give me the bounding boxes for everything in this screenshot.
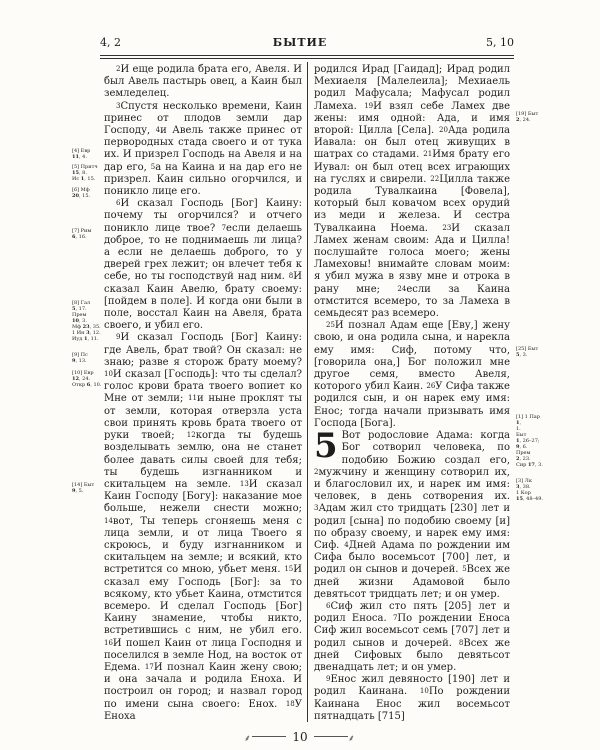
left-column (104, 64, 302, 723)
cross-reference: [7] Рим 6, 16. (72, 228, 92, 240)
cross-reference: [6] Мф 20, 15. (72, 187, 91, 199)
column-divider (307, 62, 308, 722)
page-number: 10 (292, 730, 308, 744)
chapter-number-drop-cap: 5 (314, 426, 338, 467)
verse-paragraph: $^6$И сказал Господь [Бог] Каину: почему ты огорчился? и отчего поникло лице твое? $^7$если делаешь доброе, то не поднимаешь ли лица? а если не делаешь доброго, то у дверей грех лежит; он влечет тебя к себе, но ты господствуй над ним. $^8$И сказал Каин Авелю, брату своему: [пойдем в поле]. И когда они были в поле, восстал Каин на Авеля, брата своего, и убил его. (104, 198, 302, 332)
header-chapter-end: 5, 10 (486, 36, 514, 49)
cross-reference: [3] Лк 3, 38. 1 Кор 15, 48–49. (516, 478, 543, 502)
cross-reference: [10] Евр 12, 24. Откр 6, 10. (72, 370, 102, 388)
verse-paragraph: $^3$Спустя несколько времени, Каин принес от плодов земли дар Господу, $^4$и Авель также принес от первородных стада своего и от тука их. И призрел Господь на Авеля и на дар его, $^5$а на Каина и на дар его не призрел. Каин сильно огорчился, и поникло лице его. (104, 100, 302, 198)
book-title: БЫТИЕ (272, 36, 328, 49)
verse-paragraph: родился Ирад [Гаидад]; Ирад родил Мехиаеля [Малелеила]; Мехиаель родил Мафусала; Мафусал родил Ламеха. $^{19}$И взял себе Ламех две жены: имя одной: Ада, и имя второй: Цилла [Села]. $^{20}$Ада родила Иавала: он был отец живущих в шатрах со стадами. $^{21}$Имя брату его Иувал: он был отец всех играющих на гуслях и свирели. $^{22}$Цилла также родила Тувалкаина [Фовела], который был ковачом всех орудий из меди и железа. И сестра Тувалкаина Ноема. $^{23}$И сказал Ламех женам своим: Ада и Цилла! послушайте голоса моего; жены Ламеховы! внимайте словам моим: я убил мужа в язву мне и отрока в рану мне; $^{24}$если за Каина отмстится всемеро, то за Ламеха в семьдесят раз всемеро. (314, 64, 511, 320)
chapter-5-paragraph: $^6$Сиф жил сто пять [205] лет и родил Еноса. $^7$По рождении Еноса Сиф жил восемьсот семь [707] лет и родил сынов и дочерей. $^8$Всех же дней Сифовых было девятьсот двенадцать лет; и он умер. (314, 600, 510, 673)
cross-reference: [4] Евр 11, 4. (72, 148, 91, 160)
cross-reference: [9] Пс 9, 13. (72, 352, 88, 364)
running-header (0, 36, 600, 52)
footer-ornament-right (314, 736, 348, 737)
cross-reference: [19] Быт 2, 24. (516, 111, 539, 123)
header-rule-2 (100, 58, 514, 59)
verse-paragraph: $^2$И еще родила брата его, Авеля. И был Авель пастырь овец, а Каин был земледелец. (104, 64, 302, 100)
cross-reference: [14] Быт 9, 5. (72, 482, 95, 494)
header-chapter-start: 4, 2 (100, 36, 121, 49)
chapter-5-opening: 5 Вот родословие Адама: когда Бог сотворил человека, по подобию Божию создал его, $^2$мужчину и женщину сотворил их, и благословил их, и нарек им имя: человек, в день сотворения их. $^3$Адам жил сто тридцать [230] лет и родил [сына] по подобию своему [и] по образу своему, и нарек ему имя: Сиф. $^4$Дней Адама по рождении им Сифа было восемьсот [700] лет, и родил он сынов и дочерей. $^5$Всех же дней жизни Адамовой было девятьсот тридцать лет; и он умер. (314, 426, 510, 600)
ornament-curl-left: ⸙ (244, 734, 251, 744)
right-column-continued-text (314, 64, 510, 430)
header-rule (100, 55, 514, 56)
cross-reference: [25] Быт 5, 3. (516, 346, 539, 358)
verse-paragraph: $^{25}$И познал Адам еще [Еву,] жену свою, и она родила сына, и нарекла ему имя: Сиф, потому что, [говорила она,] Бог положил мне другое семя, вместо Авеля, которого убил Каин. $^{26}$У Сифа также родился сын, и он нарек ему имя: Енос; тогда начали призывать имя Господа [Бога]. (314, 320, 510, 429)
ornament-curl-right: ⸙ (348, 734, 355, 744)
chapter-5-paragraph: $^9$Енос жил девяносто [190] лет и родил Каинана. $^{10}$По рождении Каинана Енос жил восемьсот пятнадцать [715] (314, 674, 510, 722)
page-footer (0, 728, 600, 750)
cross-reference: [5] Притч 15, 8. Ис 1, 15. (72, 164, 98, 182)
right-column (314, 64, 510, 723)
cross-reference: [1] 1 Пар 1, 1. Быт 1, 26–27; 9, 6. Прем 2, 23. Сир 17, 3. (516, 414, 543, 468)
verse-paragraph: $^9$И сказал Господь [Бог] Каину: где Авель, брат твой? Он сказал: не знаю; разве я сторож брату моему? $^{10}$И сказал [Господь]: что ты сделал? голос крови брата твоего вопиет ко Мне от земли; $^{11}$и ныне проклят ты от земли, которая отверзла уста свои принять кровь брата твоего от руки твоей; $^{12}$когда ты будешь возделывать землю, она не станет более давать силы своей для тебя; ты будешь изгнанником и скитальцем на земле. $^{13}$И сказал Каин Господу [Богу]: наказание мое больше, нежели снести можно; $^{14}$вот, Ты теперь сгоняешь меня с лица земли, и от лица Твоего я скроюсь, и буду изгнанником и скитальцем на земле; и всякий, кто встретится со мною, убьет меня. $^{15}$И сказал ему Господь [Бог]: за то всякому, кто убьет Каина, отмстится всемеро. И сделал Господь [Бог] Каину знамение, чтобы никто, встретившись с ним, не убил его. $^{16}$И пошел Каин от лица Господня и поселился в земле Нод, на восток от Едема. $^{17}$И познал Каин жену свою; и она зачала и родила Еноха. И построил он город; и назвал город по имени сына своего: Енох. $^{18}$У Еноха (104, 332, 303, 722)
cross-reference: [8] Гал 5, 17. Прем 10, 3. Мф 23, 35. 1 Ин 3, 12. Иуд 1, 11. (72, 300, 101, 342)
